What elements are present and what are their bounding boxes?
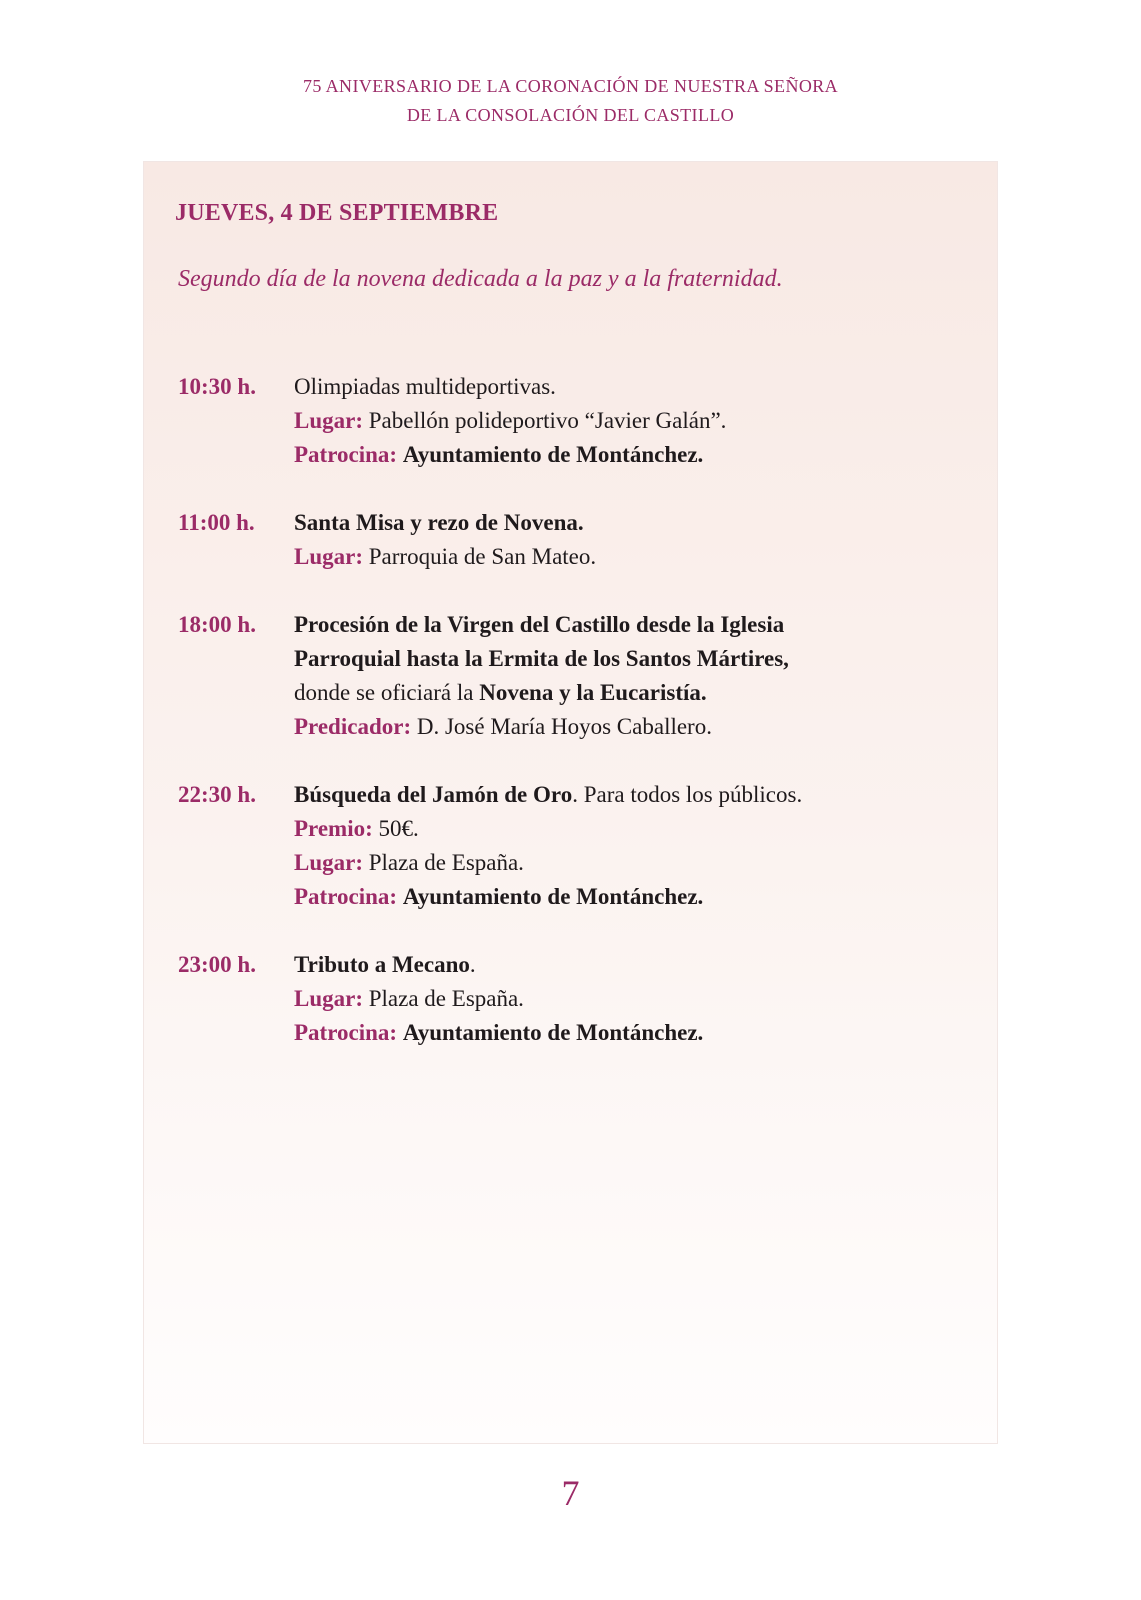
preacher-label: Predicador: [294, 714, 412, 739]
sponsor-label: Patrocina: [294, 442, 398, 467]
description-bold: Tributo a Mecano [294, 952, 470, 977]
event-details [294, 778, 978, 914]
day-title: JUEVES, 4 DE SEPTIEMBRE [175, 200, 499, 226]
prize-label: Premio: [294, 816, 373, 841]
event-time: 10:30 h. [178, 374, 256, 399]
location-label: Lugar: [294, 986, 363, 1011]
event-time: 23:00 h. [178, 952, 256, 977]
description-plain: . [469, 952, 476, 977]
event-sponsor-line [294, 880, 978, 914]
event-description: Santa Misa y rezo de Novena. [294, 510, 584, 535]
event-sponsor-line [294, 438, 978, 472]
event-description-line-3 [294, 676, 978, 710]
location-value: Pabellón polideportivo “Javier Galán”. [368, 408, 727, 433]
location-value: Plaza de España. [368, 986, 524, 1011]
day-subtitle: Segundo día de la novena dedicada a la paz y a la fraternidad. [178, 266, 783, 292]
event-details [294, 370, 978, 472]
event-location-line [294, 404, 978, 438]
location-label: Lugar: [294, 544, 363, 569]
prize-value: 50€. [378, 816, 419, 841]
event-description: Olimpiadas multideportivas. [294, 374, 556, 399]
page-header [0, 72, 1141, 130]
header-line-2: DE LA CONSOLACIÓN DEL CASTILLO [406, 105, 735, 125]
sponsor-value: Ayuntamiento de Montánchez. [402, 1020, 704, 1045]
event-sponsor-line [294, 1016, 978, 1050]
location-label: Lugar: [294, 850, 363, 875]
event-location-line [294, 540, 978, 574]
event-details [294, 608, 978, 744]
event-item [178, 370, 978, 472]
event-description [294, 948, 978, 982]
event-time: 18:00 h. [178, 612, 256, 637]
event-location-line [294, 846, 978, 880]
header-line-1: 75 ANIVERSARIO DE LA CORONACIÓN DE NUESTRA SEÑORA [302, 76, 839, 96]
event-description-line-1: Procesión de la Virgen del Castillo desde la Iglesia [294, 612, 785, 637]
event-time: 22:30 h. [178, 782, 256, 807]
event-description [294, 778, 978, 812]
event-item [178, 608, 978, 744]
event-details [294, 948, 978, 1050]
event-location-line [294, 982, 978, 1016]
description-plain: donde se oficiará la [294, 680, 480, 705]
page-number: 7 [561, 1473, 580, 1513]
description-bold: Búsqueda del Jamón de Oro [294, 782, 573, 807]
sponsor-label: Patrocina: [294, 1020, 398, 1045]
event-list [178, 370, 978, 1084]
location-value: Parroquia de San Mateo. [368, 544, 597, 569]
event-prize-line [294, 812, 978, 846]
sponsor-value: Ayuntamiento de Montánchez. [402, 442, 704, 467]
event-details [294, 506, 978, 574]
preacher-value: D. José María Hoyos Caballero. [416, 714, 712, 739]
event-description-line-2: Parroquial hasta la Ermita de los Santos Mártires, [294, 646, 789, 671]
event-item [178, 948, 978, 1050]
sponsor-label: Patrocina: [294, 884, 398, 909]
event-preacher-line [294, 710, 978, 744]
event-item [178, 778, 978, 914]
location-value: Plaza de España. [368, 850, 524, 875]
sponsor-value: Ayuntamiento de Montánchez. [402, 884, 704, 909]
location-label: Lugar: [294, 408, 363, 433]
event-time: 11:00 h. [178, 510, 255, 535]
event-item [178, 506, 978, 574]
description-plain: . Para todos los públicos. [572, 782, 803, 807]
description-bold: Novena y la Eucaristía. [479, 680, 707, 705]
